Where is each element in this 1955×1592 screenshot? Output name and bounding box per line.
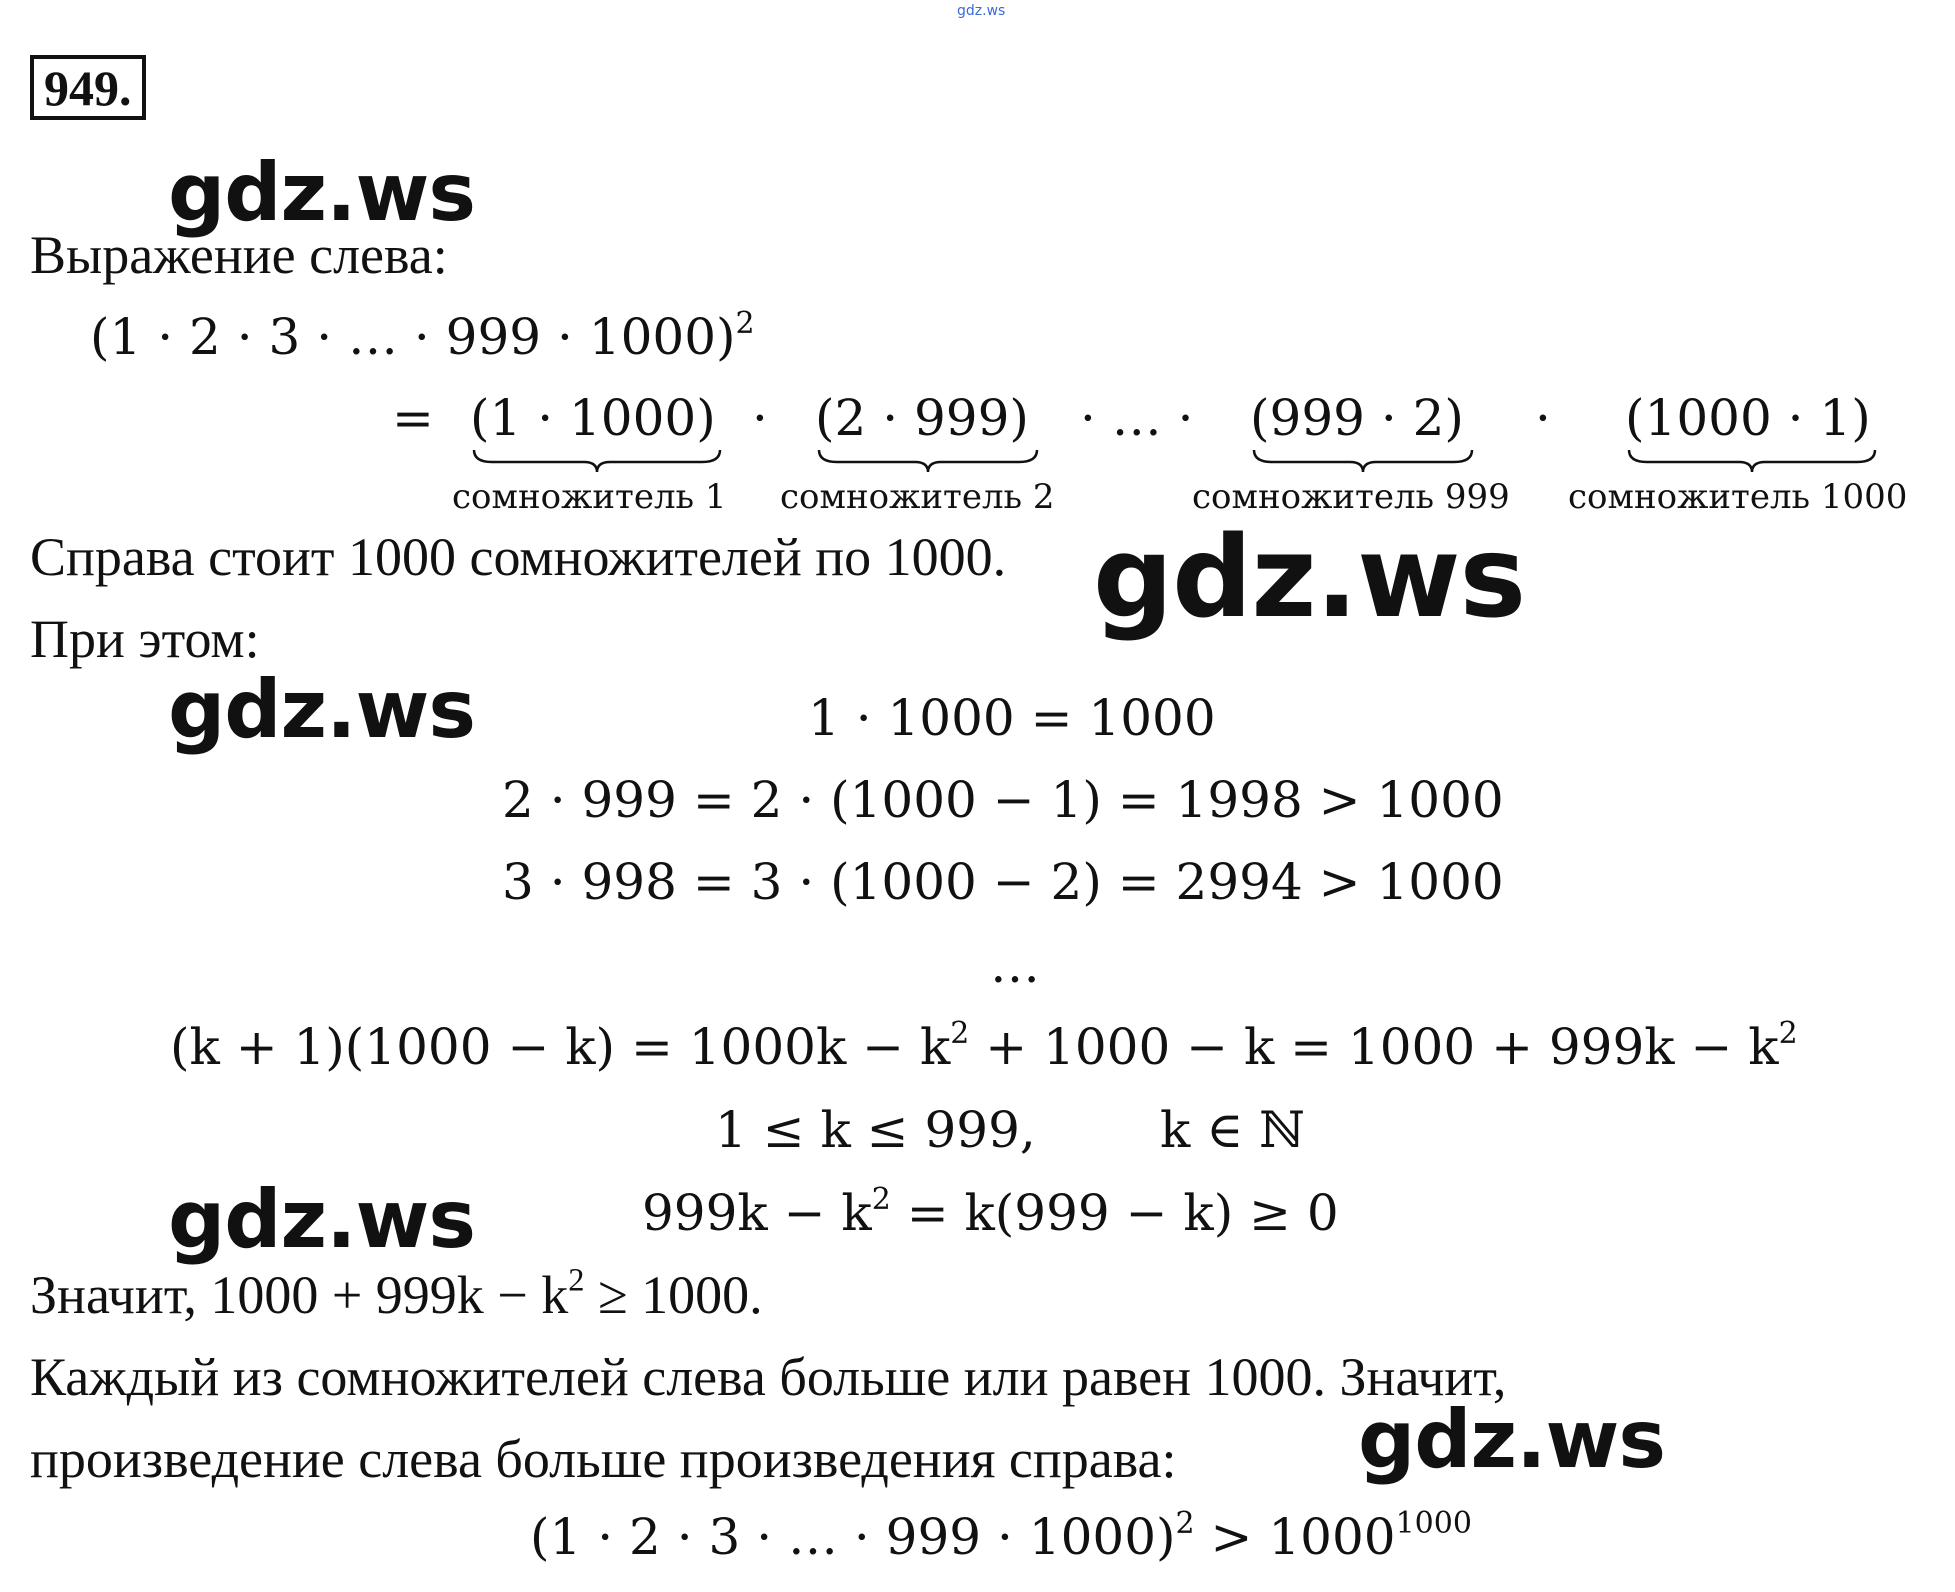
conclusion-line: Значит, $1000 + 999k - k^2 \ge 1000$. xyxy=(30,1262,763,1325)
ellipsis: … xyxy=(990,936,1040,994)
factor-label-3: сомножитель 999 xyxy=(1192,477,1510,517)
inequality: $999k - k^2 = k(999 - k) \ge 0$ xyxy=(642,1182,1339,1242)
watermark: gdz.ws xyxy=(168,663,476,756)
underbrace-3 xyxy=(1252,448,1474,474)
k-range: 1 ≤ k ≤ 999, xyxy=(715,1101,1036,1159)
underbrace-1 xyxy=(472,448,722,474)
watermark: gdz.ws xyxy=(1358,1393,1666,1486)
lhs-expression: (1 · 2 · 3 · … · 999 · 1000)$^2$ xyxy=(90,306,755,366)
watermark: gdz.ws xyxy=(1093,513,1526,643)
underbrace-2 xyxy=(817,448,1039,474)
intro-text: Выражение слева: xyxy=(30,225,448,285)
watermark-top: gdz.ws xyxy=(957,3,1006,19)
equation-3: 3 · 998 = 3 · (1000 − 2) = 2994 > 1000 xyxy=(502,853,1504,911)
multiply-dot: · xyxy=(1535,389,1551,447)
factor-group-3: (999 · 2) xyxy=(1250,389,1464,447)
factor-label-1: сомножитель 1 xyxy=(452,477,727,517)
factor-group-4: (1000 · 1) xyxy=(1625,389,1871,447)
meanwhile-text: При этом: xyxy=(30,609,260,669)
general-equation: $(k + 1)(1000 - k) = 1000k - k^2 + 1000 - k = 1000 + 999k - k^2$ xyxy=(170,1016,1798,1076)
right-side-text: Справа стоит 1000 сомножителей по 1000. xyxy=(30,527,1007,587)
ellipsis-dots: · … · xyxy=(1080,389,1194,447)
k-natural: k ∈ ℕ xyxy=(1160,1101,1305,1159)
multiply-dot: · xyxy=(752,389,768,447)
factor-group-1: (1 · 1000) xyxy=(470,389,716,447)
final-inequality: (1 · 2 · 3 · … · $999 \cdot 1000)^2 > 1000^{1000}$ xyxy=(530,1506,1472,1566)
factor-label-4: сомножитель 1000 xyxy=(1568,477,1908,517)
product-text: произведение слева больше произведения справа: xyxy=(30,1429,1177,1489)
underbrace-4 xyxy=(1627,448,1877,474)
factor-label-2: сомножитель 2 xyxy=(780,477,1055,517)
watermark: gdz.ws xyxy=(168,1173,476,1266)
watermark: gdz.ws xyxy=(168,146,476,239)
equals-sign: = xyxy=(392,389,434,447)
equation-1: 1 · 1000 = 1000 xyxy=(808,689,1216,747)
problem-number: 949. xyxy=(30,55,146,120)
equation-2: 2 · 999 = 2 · (1000 − 1) = 1998 > 1000 xyxy=(502,771,1504,829)
factor-group-2: (2 · 999) xyxy=(815,389,1029,447)
each-factor-text: Каждый из сомножителей слева больше или равен 1000. Значит, xyxy=(30,1347,1507,1407)
